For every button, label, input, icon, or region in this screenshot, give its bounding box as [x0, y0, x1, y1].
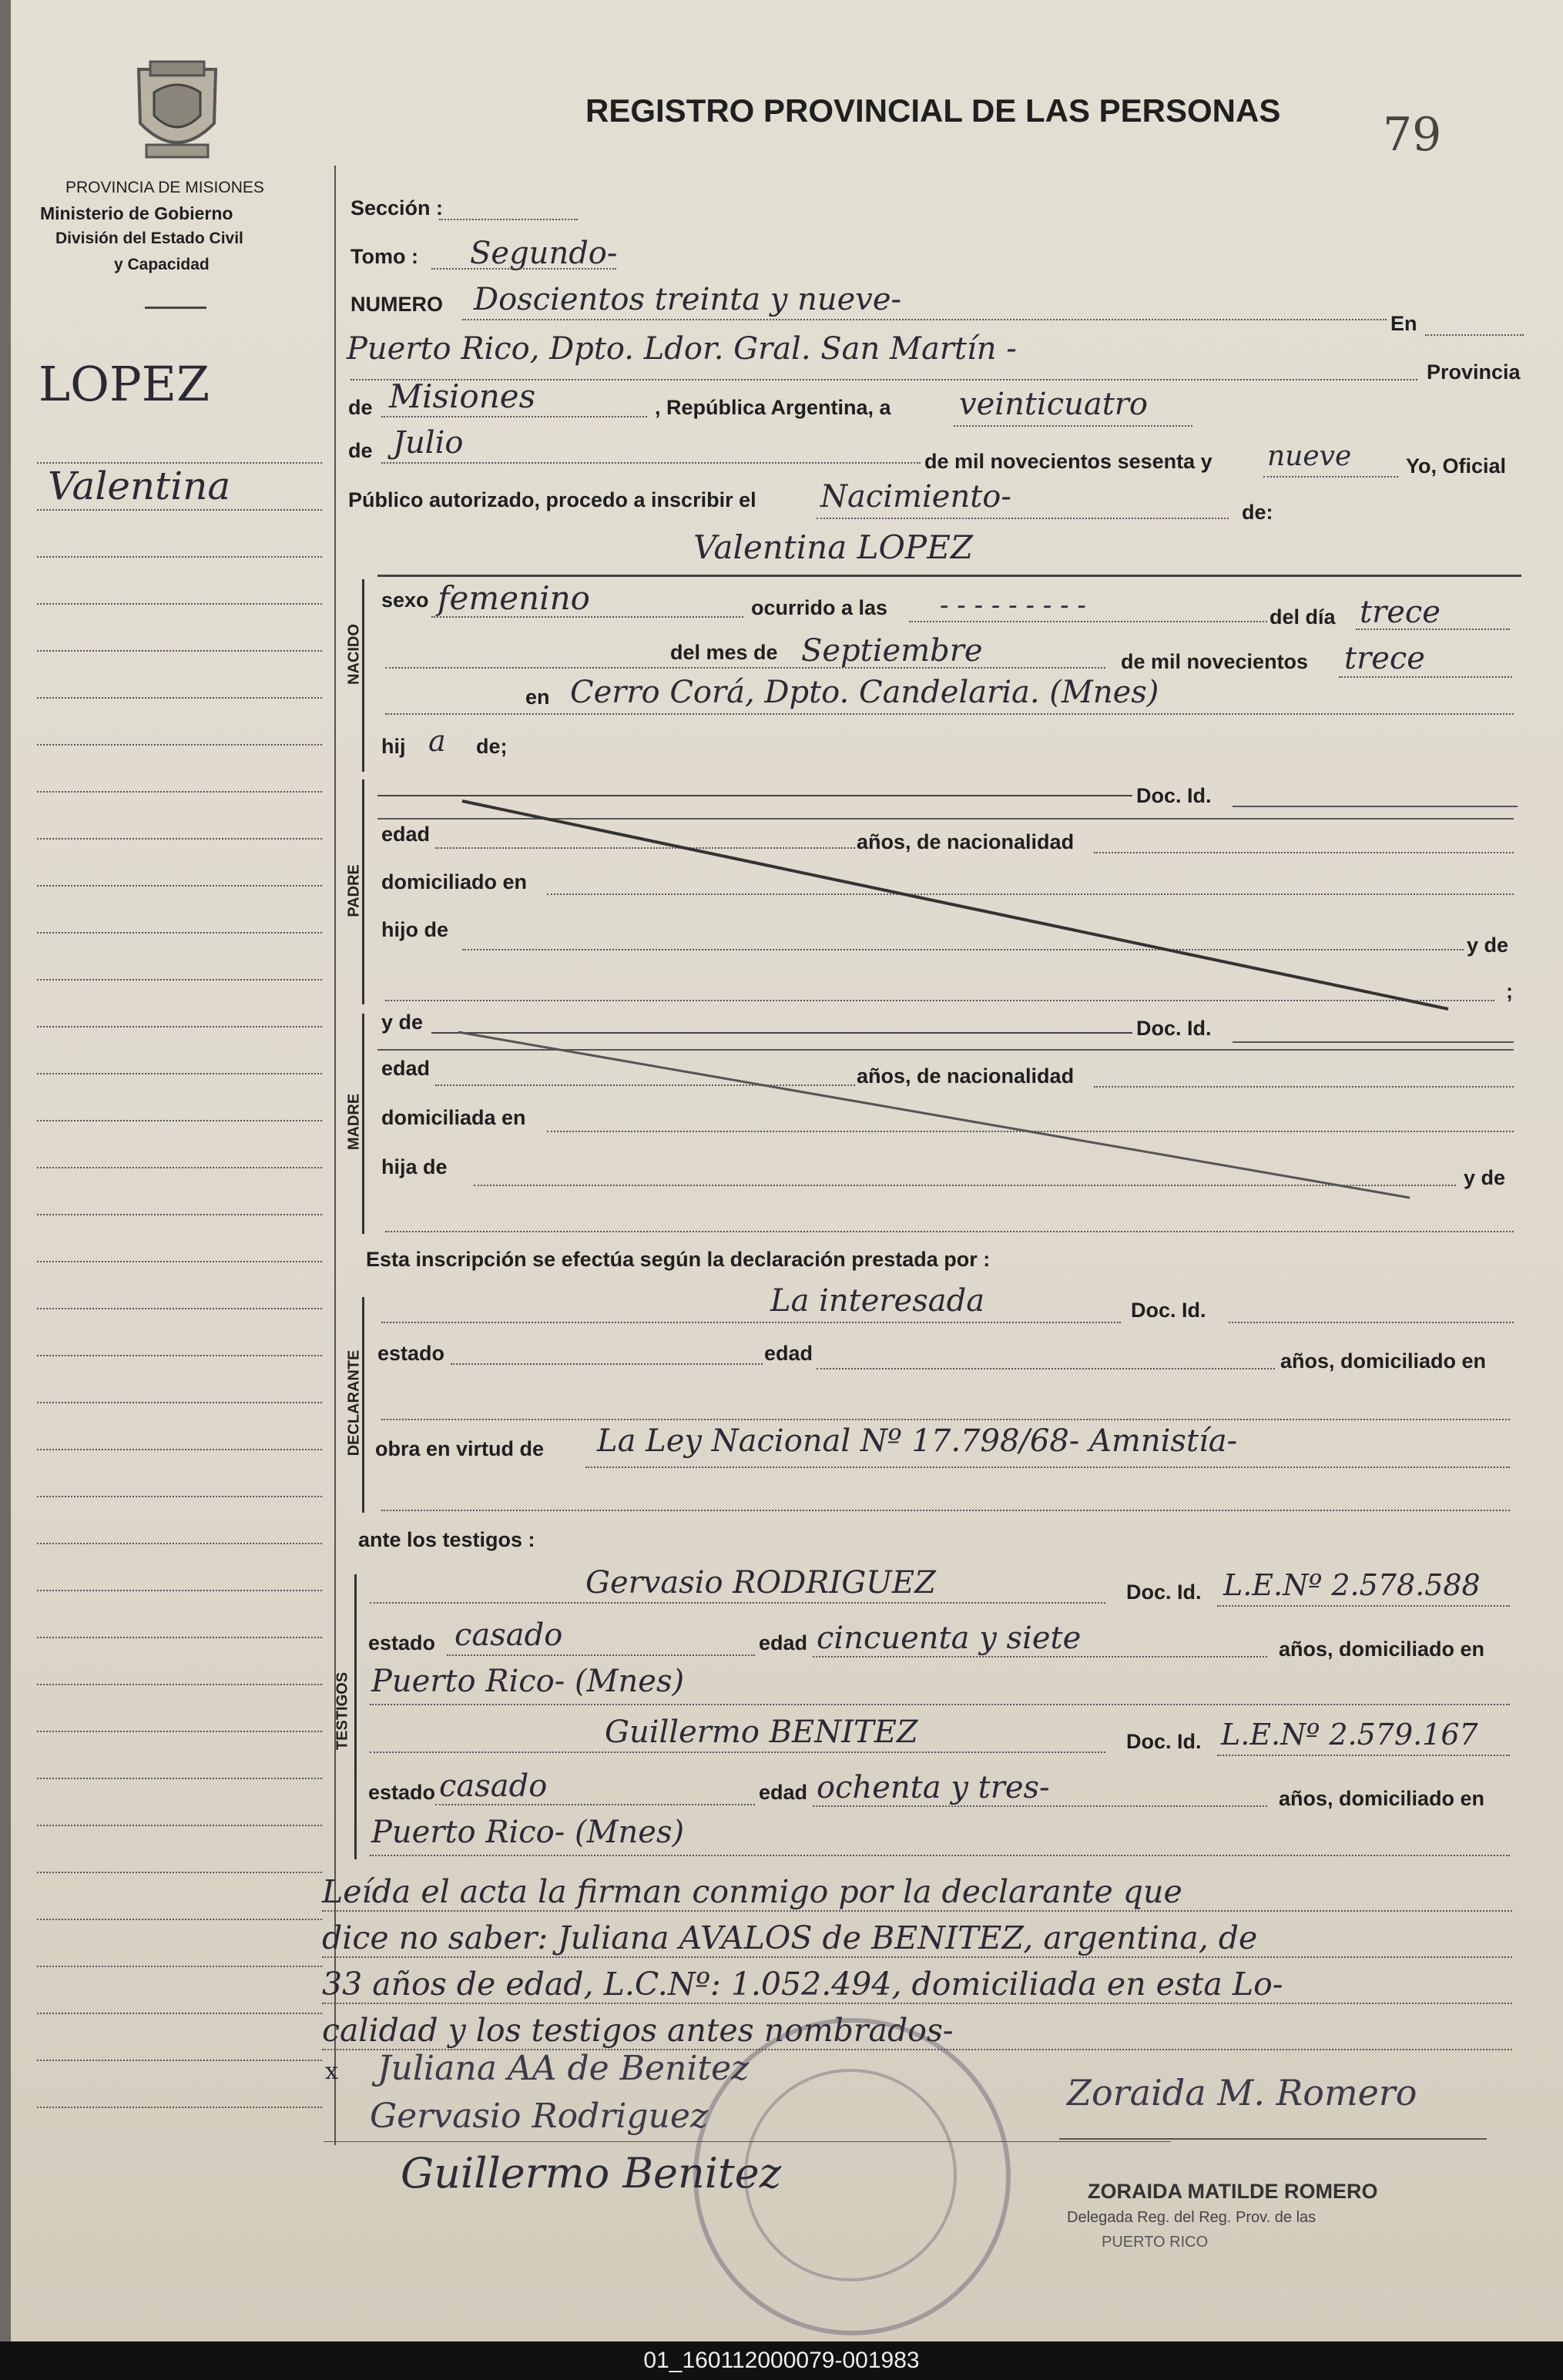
official-signature: Zoraida M. Romero [1067, 2072, 1417, 2114]
testigo1-anios-label: años, domiciliado en [1279, 1638, 1485, 1661]
padre-semicolon: ; [1506, 980, 1513, 1003]
testigo2-anios-label: años, domiciliado en [1279, 1787, 1485, 1810]
declarante-edad-label: edad [764, 1342, 813, 1365]
madre-nac-label: años, de nacionalidad [857, 1064, 1075, 1088]
nacido-anio-value: trece [1344, 641, 1425, 676]
tomo-value: Segundo- [470, 236, 618, 271]
mil-novecientos-label: de mil novecientos [1121, 650, 1309, 673]
testigo2-edad-value: ochenta y tres- [817, 1770, 1050, 1805]
sexo-value: femenino [438, 579, 590, 617]
declarante-edad-line [817, 1368, 1275, 1369]
seccion-label: Sección : [351, 196, 444, 220]
testigo2-estado-line [435, 1804, 755, 1805]
declarante-section-label: DECLARANTE [345, 1349, 363, 1456]
declaracion-intro: Esta inscripción se efectúa según la declaración prestada por : [366, 1248, 991, 1271]
testigo2-estado-value: casado [439, 1768, 548, 1804]
anio-value: nueve [1267, 441, 1352, 472]
testigo2-name-line [370, 1751, 1105, 1753]
closing-line-1: Leída el acta la firman conmigo por la declarante que [322, 1873, 1182, 1910]
testigo1-estado-label: estado [368, 1631, 436, 1654]
testigo1-estado-line [447, 1654, 755, 1656]
testigo2-doc-value: L.E.Nº 2.579.167 [1221, 1718, 1478, 1751]
sexo-label: sexo [381, 588, 429, 612]
padre-doc-label: Doc. Id. [1136, 784, 1212, 807]
publico-label: Público autorizado, procedo a inscribir el [348, 488, 756, 511]
testigo2-edad-line [813, 1805, 1267, 1807]
page-title: REGISTRO PROVINCIAL DE LAS PERSONAS [585, 92, 1281, 129]
en-label: En [1390, 312, 1417, 335]
madre-section-label: MADRE [345, 1093, 363, 1151]
provincia-value: Misiones [389, 377, 536, 415]
testigo2-name: Guillermo BENITEZ [605, 1715, 918, 1750]
mes-label: del mes de [670, 641, 778, 664]
declarante-line [381, 1322, 1121, 1323]
testigo1-dom-value: Puerto Rico- (Mnes) [371, 1664, 685, 1699]
hij-de-label: de; [476, 735, 508, 758]
republica-label: , República Argentina, a [655, 396, 891, 419]
testigo1-doc-line [1217, 1605, 1510, 1607]
declarante-estado-line [451, 1363, 763, 1365]
official-name: ZORAIDA MATILDE ROMERO [1088, 2180, 1378, 2203]
madre-yde-label: y de [381, 1011, 424, 1034]
madre-doc-label: Doc. Id. [1136, 1017, 1212, 1040]
province-label: PROVINCIA DE MISIONES [65, 179, 264, 196]
testigo1-name: Gervasio RODRIGUEZ [585, 1565, 936, 1601]
official-place: PUERTO RICO [1102, 2234, 1209, 2251]
padre-yde-label: y de [1467, 934, 1509, 957]
signature-testigo-2: Guillermo Benitez [401, 2149, 782, 2197]
padre-edad-label: edad [381, 823, 431, 846]
madre-hija-label: hija de [381, 1155, 448, 1178]
nacido-lugar-value: Cerro Corá, Dpto. Candelaria. (Mnes) [570, 675, 1159, 710]
nacido-section-label: NACIDO [345, 624, 363, 685]
nacido-dia-value: trece [1360, 595, 1441, 630]
declarante-anios-label: años, domiciliado en [1280, 1349, 1487, 1373]
padre-section-label: PADRE [345, 864, 363, 917]
nombre-value: Valentina LOPEZ [693, 528, 974, 566]
numero-label: NUMERO [351, 293, 443, 316]
obra-line [585, 1467, 1510, 1468]
division-label-1: División del Estado Civil [55, 230, 243, 247]
signature-rule [324, 2141, 1171, 2142]
tomo-label: Tomo : [351, 245, 418, 268]
official-title: Delegada Reg. del Reg. Prov. de las [1067, 2209, 1316, 2226]
de2-label: de [348, 439, 373, 462]
testigo2-doc-label: Doc. Id. [1126, 1730, 1202, 1753]
yo-label: Yo, Oficial [1406, 454, 1507, 478]
acto-value: Nacimiento- [820, 479, 1011, 515]
de-label: de [348, 396, 373, 419]
dia-label: del día [1270, 605, 1336, 629]
official-signature-line [1059, 2138, 1487, 2140]
closing-line-2: dice no saber: Juliana AVALOS de BENITEZ, argentina, de [322, 1919, 1258, 1956]
obra-line-2 [381, 1510, 1510, 1511]
declarante-dom-line [381, 1419, 1510, 1420]
closing-line-1-rule [322, 1910, 1512, 1912]
madre-dom-label: domiciliada en [381, 1106, 526, 1129]
ministry-label: Ministerio de Gobierno [40, 203, 233, 223]
en-nacido-label: en [525, 686, 550, 709]
padre-nac-label: años, de nacionalidad [857, 830, 1075, 853]
declarante-estado-label: estado [377, 1342, 445, 1365]
testigo2-estado-label: estado [368, 1781, 436, 1804]
hij-value: a [428, 724, 446, 758]
closing-line-3: 33 años de edad, L.C.Nº: 1.052.494, domiciliada en esta Lo- [322, 1966, 1283, 2003]
testigo1-doc-label: Doc. Id. [1126, 1581, 1202, 1604]
obra-value: La Ley Nacional Nº 17.798/68- Amnistía- [597, 1423, 1238, 1459]
numero-value: Doscientos treinta y nueve- [474, 282, 902, 317]
de-colon-label: de: [1242, 501, 1273, 524]
testigos-intro: ante los testigos : [358, 1528, 535, 1551]
signature-testigo-1: Gervasio Rodriguez [370, 2097, 709, 2136]
padre-dom-label: domiciliado en [381, 870, 528, 893]
signature-mark-x: x [325, 2058, 338, 2085]
testigo2-doc-line [1217, 1755, 1510, 1756]
signature-declarante: Juliana AA de Benitez [377, 2049, 750, 2088]
testigo1-edad-line [813, 1656, 1267, 1658]
mil-label: de mil novecientos sesenta y [924, 450, 1212, 473]
madre-yde2-label: y de [1464, 1166, 1506, 1189]
testigo1-dom-line [370, 1704, 1510, 1705]
testigo1-doc-value: L.E.Nº 2.578.588 [1223, 1568, 1481, 1602]
obra-label: obra en virtud de [375, 1437, 545, 1460]
declarante-doc-label: Doc. Id. [1131, 1299, 1206, 1322]
closing-line-2-rule [322, 1956, 1512, 1958]
closing-line-3-rule [322, 2003, 1512, 2004]
lugar-value: Puerto Rico, Dpto. Ldor. Gral. San Martín - [347, 331, 1017, 367]
testigo2-edad-label: edad [759, 1781, 808, 1804]
page-number: 79 [1383, 108, 1442, 162]
padre-hijo-label: hijo de [381, 918, 448, 941]
testigos-section-label: TESTIGOS [334, 1671, 351, 1751]
nacido-mes-value: Septiembre [801, 633, 983, 669]
mes-value: Julio [393, 425, 464, 461]
testigo1-edad-value: cincuenta y siete [817, 1621, 1082, 1656]
declarante-value: La interesada [770, 1283, 985, 1319]
madre-edad-label: edad [381, 1057, 431, 1080]
margin-surname: LOPEZ [39, 356, 210, 412]
hij-label: hij [381, 735, 406, 758]
ocurrido-label: ocurrido a las [751, 596, 888, 619]
hora-value: - - - - - - - - - [940, 590, 1086, 621]
testigo1-name-line [370, 1602, 1105, 1604]
testigo1-estado-value: casado [454, 1617, 563, 1653]
margin-given-name: Valentina [48, 464, 231, 508]
testigo1-edad-label: edad [759, 1631, 808, 1654]
dia-value: veinticuatro [959, 387, 1148, 422]
testigos-bracket [354, 1574, 357, 1859]
division-label-2: y Capacidad [114, 256, 210, 273]
image-id-footer: 01_160112000079-001983 [0, 2341, 1563, 2380]
testigo2-dom-line [370, 1855, 1510, 1856]
declarante-doc-line [1229, 1322, 1514, 1323]
provincia-label: Provincia [1427, 360, 1521, 384]
testigo2-dom-value: Puerto Rico- (Mnes) [371, 1815, 685, 1850]
closing-line-4: calidad y los testigos antes nombrados- [322, 2012, 954, 2049]
